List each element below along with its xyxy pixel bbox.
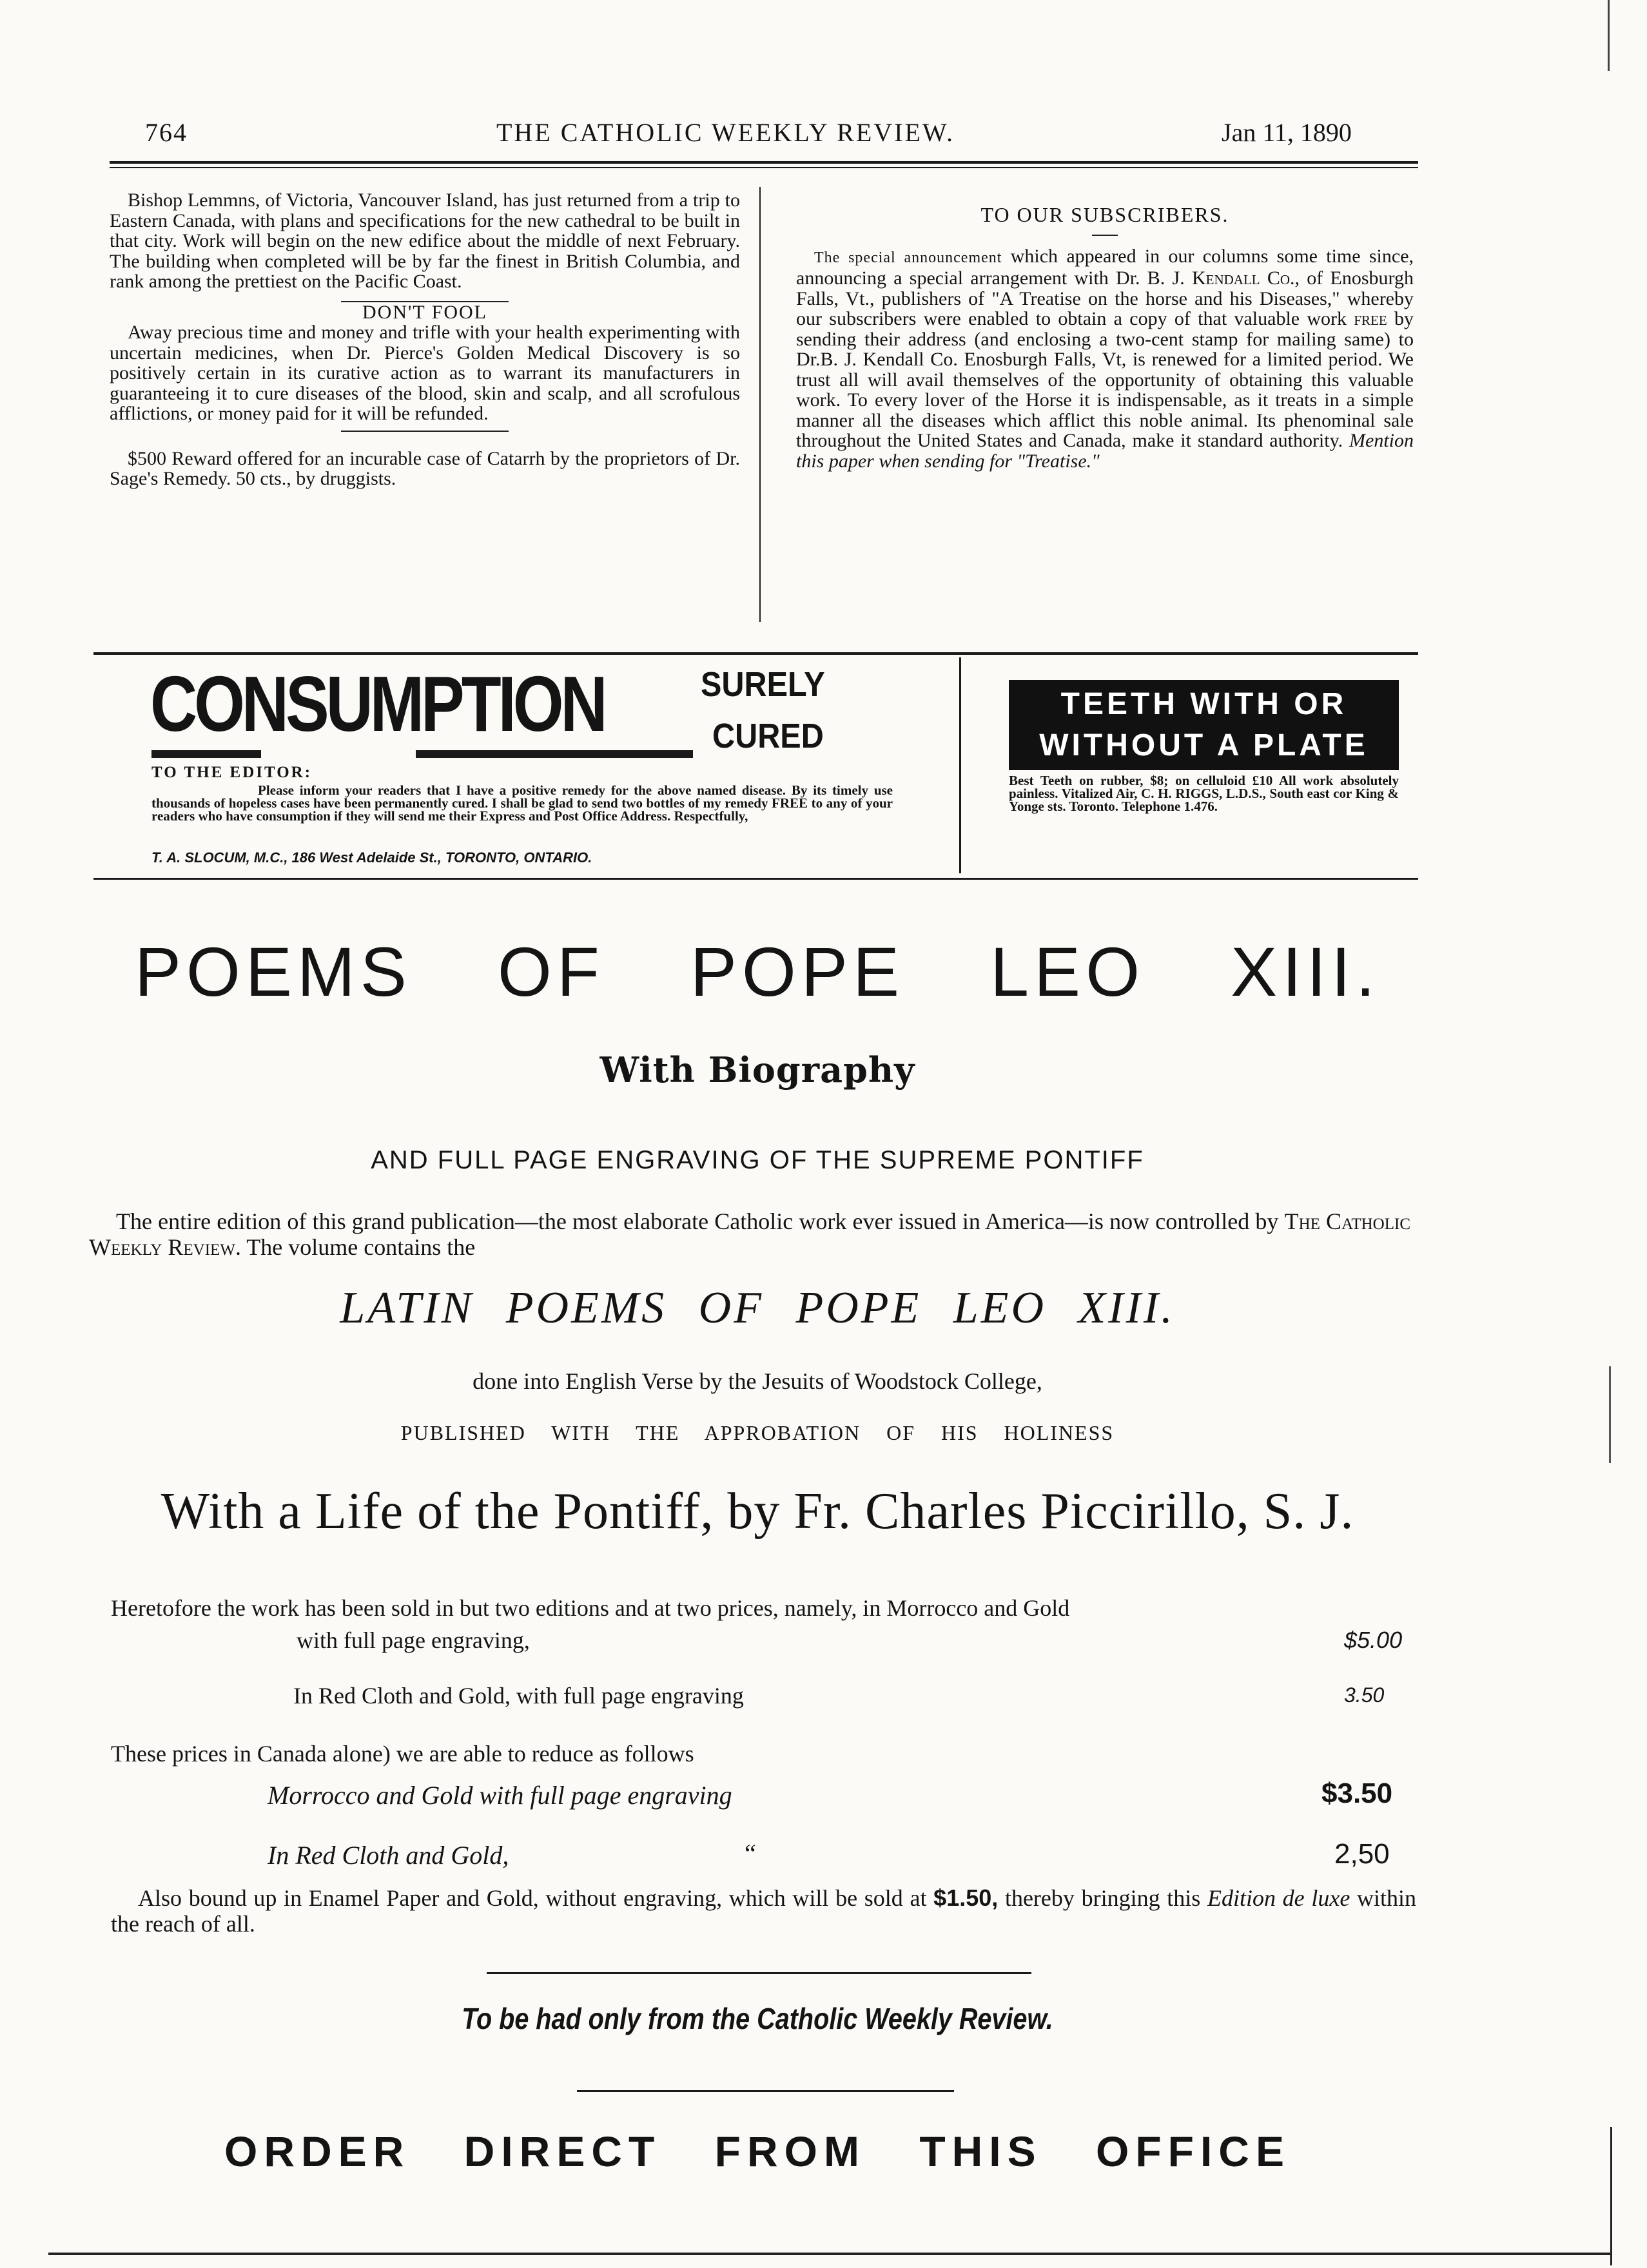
divider xyxy=(1092,235,1118,236)
mention-note: Mention this paper when sending for "Treatise." xyxy=(796,430,1414,472)
kendall-name: B. J. Kendall Co. xyxy=(1147,267,1295,289)
text-span: thereby bringing this xyxy=(998,1885,1207,1911)
teeth-body: Best Teeth on rubber, $8; on celluloid £10 All work absolutely painless. Vitalized Air, C. H. RIGGS, L.D.S., South east cor King & Yonge sts. Toronto. Telephone 1.476. xyxy=(1009,773,1399,814)
text-span: which appeared in our columns some time since, announcing a special arrangement with Dr. xyxy=(796,245,1414,289)
edition-paragraph xyxy=(89,1208,1410,1260)
canada-line: These prices in Canada alone) we are able to reduce as follows xyxy=(111,1741,694,1767)
divider xyxy=(487,1972,1031,1974)
latin-poems-title: LATIN POEMS OF POPE LEO XIII. xyxy=(340,1283,1175,1333)
review-name: The Catholic Weekly Review xyxy=(89,1208,1411,1260)
special-text: The special announcement xyxy=(814,249,1002,266)
text-span: by sending their address (and enclosing a two-cent stamp for mailing same) to Dr.B. J. Kendall Co. Enosburgh Falls, Vt, is renewed for a limited period. We trust all will avail themselves of the opportunity of obtaining this valuable work. To every lover of the Horse it is indispensable, as it treats in a simple manner all the diseases which afflict this noble animal. Its phenominal sale throughout the United States and Canada, make it standard authority. xyxy=(796,308,1414,451)
scan-edge-line xyxy=(1610,2127,1612,2265)
published-line: PUBLISHED WITH THE APPROBATION OF HIS HOLINESS xyxy=(400,1421,1115,1444)
done-into: done into English Verse by the Jesuits of Woodstock College, xyxy=(473,1368,1042,1394)
page-title: THE CATHOLIC WEEKLY REVIEW. xyxy=(496,118,955,147)
header-rule-thin xyxy=(110,167,1418,168)
teeth-ad xyxy=(1009,680,1399,867)
right-column xyxy=(796,205,1414,471)
subscribers-heading: TO OUR SUBSCRIBERS. xyxy=(980,203,1229,226)
ad-divider xyxy=(959,657,961,873)
edition-deluxe: Edition de luxe xyxy=(1207,1885,1350,1911)
left-column xyxy=(110,190,740,489)
text-span: Also bound up in Enamel Paper and Gold, without engraving, which will be sold at xyxy=(138,1885,934,1911)
to-be-had: To be had only from the Catholic Weekly Review. xyxy=(462,2002,1053,2035)
ad-bar xyxy=(416,750,693,758)
red-cloth-reduced: In Red Cloth and Gold, xyxy=(268,1841,509,1870)
heretofore-line: Heretofore the work has been sold in but two editions and at two prices, namely, in Morrocco and Gold xyxy=(111,1595,1070,1621)
price-reduced-350: $3.50 xyxy=(1321,1778,1393,1809)
red-cloth-line: In Red Cloth and Gold, with full page engraving xyxy=(293,1683,744,1709)
section-rule xyxy=(93,652,1418,655)
consumption-body: Please inform your readers that I have a positive remedy for the above named disease. By its timely use thousands of hopeless cases have been permanently cured. I shall be glad to send two bottles of my remedy FREE to any of your readers who have consumption if they will send me their Express and Post Office Address. Respectfully, xyxy=(151,782,893,824)
surely-text: SURELY xyxy=(701,665,825,704)
dont-fool-paragraph: Away precious time and money and trifle with your health experimenting with uncertain medicines, when Dr. Pierce's Golden Medical Discovery is so positively certain in its curative action as to warrant its manufacturers in guaranteeing it to cure diseases of the blood, skin and scalp, and all scrofulous afflictions, or money paid for it will be refunded. xyxy=(110,322,740,424)
price-350: 3.50 xyxy=(1344,1683,1385,1707)
column-divider xyxy=(759,187,761,622)
scan-edge-line xyxy=(1609,1366,1611,1463)
dont-fool-heading: DON'T FOOL xyxy=(362,301,488,323)
cured-text: CURED xyxy=(712,717,824,755)
subscribers-paragraph xyxy=(796,246,1414,472)
divider xyxy=(341,431,509,432)
morrocco-reduced: Morrocco and Gold with full page engraving xyxy=(268,1781,732,1810)
enamel-paragraph xyxy=(111,1885,1416,1937)
to-editor: TO THE EDITOR: xyxy=(151,764,313,781)
enamel-price: $1.50, xyxy=(933,1885,999,1911)
bottom-edge-rule xyxy=(48,2253,1610,2255)
text-span: . The volume contains the xyxy=(235,1234,476,1260)
price-reduced-250: 2,50 xyxy=(1334,1838,1390,1870)
divider xyxy=(577,2090,954,2092)
order-direct: ORDER DIRECT FROM THIS OFFICE xyxy=(224,2127,1291,2175)
text-span: within the reach of all. xyxy=(111,1885,1417,1937)
poems-title: POEMS OF POPE LEO XIII. xyxy=(134,933,1381,1011)
section-rule xyxy=(93,878,1418,880)
life-of-pontiff: With a Life of the Pontiff, by Fr. Charles Piccirillo, S. J. xyxy=(161,1483,1354,1540)
reward-paragraph: $500 Reward offered for an incurable case of Catarrh by the proprietors of Dr. Sage's Remedy. 50 cts., by druggists. xyxy=(110,447,740,489)
bishop-paragraph: Bishop Lemmns, of Victoria, Vancouver Island, has just returned from a trip to Eastern Canada, with plans and specifications for the new cathedral to be built in that city. Work will begin on the new edifice about the middle of next February. The building when completed will be by far the finest in British Columbia, and rank among the prettiest on the Pacific Coast. xyxy=(110,189,740,292)
teeth-banner xyxy=(1009,680,1399,770)
issue-date: Jan 11, 1890 xyxy=(1222,118,1352,147)
consumption-headline: CONSUMPTION xyxy=(150,660,605,748)
ditto-mark: “ xyxy=(745,1839,756,1868)
engraving-line: AND FULL PAGE ENGRAVING OF THE SUPREME PONTIFF xyxy=(371,1146,1144,1174)
text-span: The entire edition of this grand publication—the most elaborate Catholic work ever issued in America—is now controlled by xyxy=(116,1208,1285,1234)
free-word: free xyxy=(1354,308,1387,329)
header-rule xyxy=(110,161,1418,164)
scan-edge-line xyxy=(1608,0,1610,71)
with-biography: With Biography xyxy=(599,1049,915,1090)
slocum-signature: T. A. SLOCUM, M.C., 186 West Adelaide St., TORONTO, ONTARIO. xyxy=(151,849,592,866)
page-number: 764 xyxy=(145,118,188,147)
full-page-line: with full page engraving, xyxy=(297,1627,530,1653)
consumption-ad xyxy=(145,660,951,870)
teeth-line-1: TEETH WITH OR xyxy=(1060,687,1347,721)
teeth-line-2: WITHOUT A PLATE xyxy=(1039,728,1369,762)
price-5: $5.00 xyxy=(1344,1627,1403,1653)
text-span: , of Enosburgh Falls, Vt., publishers of "A Treatise on the horse and his Diseases," whereby our subscribers were enabled to obtain a copy of that valuable work xyxy=(796,267,1414,329)
ad-bar xyxy=(151,750,261,758)
